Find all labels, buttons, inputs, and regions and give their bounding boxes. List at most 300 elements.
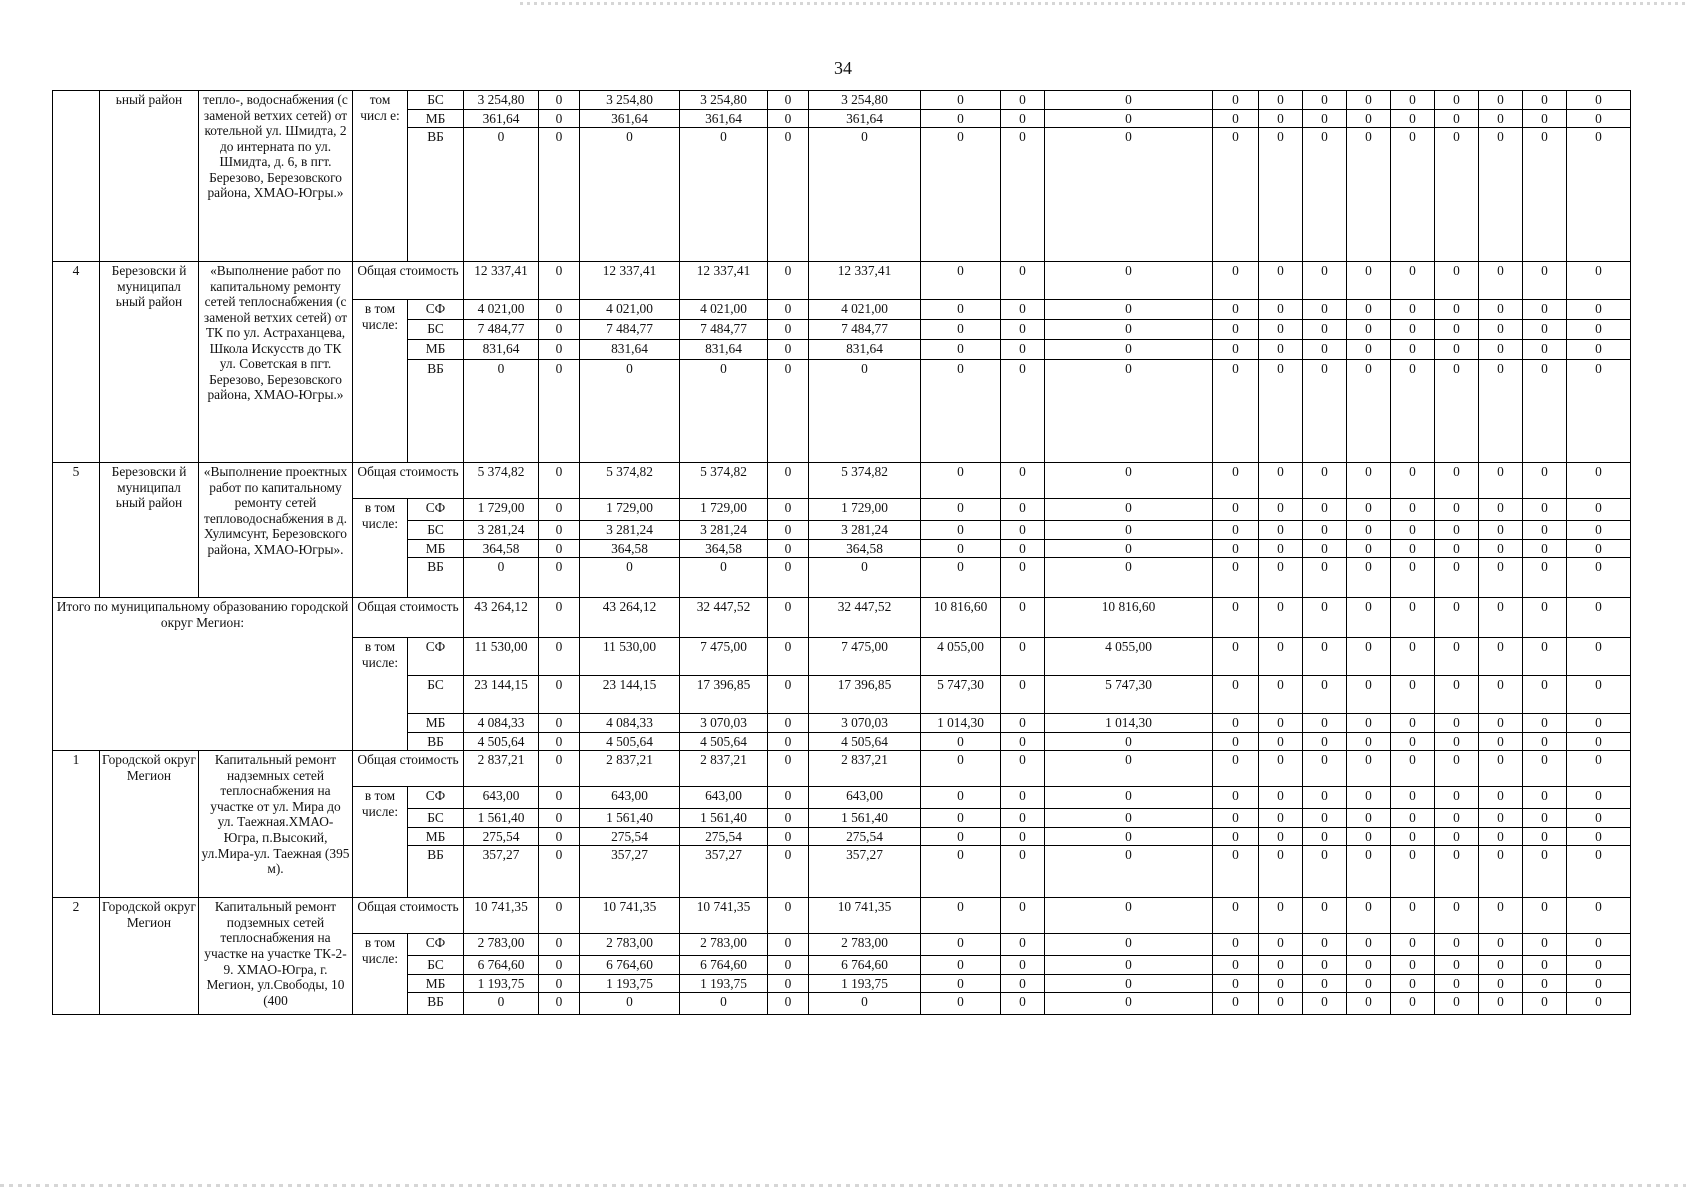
value-cell: 0 (768, 787, 809, 809)
source-label: СФ (408, 499, 464, 521)
value-cell: 0 (1045, 91, 1213, 110)
value-cell: 0 (539, 751, 580, 787)
value-cell: 0 (1259, 956, 1303, 975)
value-cell: 0 (1259, 598, 1303, 638)
value-cell: 0 (1523, 993, 1567, 1015)
value-cell: 1 729,00 (464, 499, 539, 521)
value-cell: 2 783,00 (580, 934, 680, 956)
value-cell: 0 (1303, 463, 1347, 499)
value-cell: 0 (1001, 360, 1045, 463)
value-cell: 0 (1213, 340, 1259, 360)
value-cell: 0 (1479, 638, 1523, 676)
value-cell: 0 (1045, 809, 1213, 828)
value-cell: 0 (1435, 463, 1479, 499)
value-cell: 0 (539, 898, 580, 934)
budget-table-body (53, 91, 1631, 1015)
value-cell: 0 (1303, 827, 1347, 846)
value-cell: 831,64 (809, 340, 921, 360)
value-cell: 0 (1213, 809, 1259, 828)
value-cell: 1 193,75 (464, 974, 539, 993)
value-cell: 0 (1523, 751, 1567, 787)
value-cell: 0 (768, 262, 809, 300)
value-cell: 12 337,41 (464, 262, 539, 300)
value-cell: 1 729,00 (809, 499, 921, 521)
value-cell: 0 (1347, 638, 1391, 676)
value-cell: 831,64 (680, 340, 768, 360)
value-cell: 3 281,24 (464, 521, 539, 540)
value-cell: 0 (1259, 827, 1303, 846)
value-cell: 0 (1347, 91, 1391, 110)
value-cell: 5 374,82 (809, 463, 921, 499)
total-cost-label: Общая стоимость (353, 898, 464, 934)
value-cell: 3 254,80 (464, 91, 539, 110)
total-cost-label: Общая стоимость (353, 262, 464, 300)
total-label: Итого по муниципальному образованию городской округ Мегион: (53, 598, 353, 751)
source-label: БС (408, 956, 464, 975)
source-label: МБ (408, 539, 464, 558)
value-cell: 0 (768, 638, 809, 676)
value-cell: 0 (1347, 499, 1391, 521)
value-cell: 0 (1567, 898, 1631, 934)
value-cell: 0 (1435, 751, 1479, 787)
value-cell: 0 (1213, 714, 1259, 733)
value-cell: 0 (1391, 109, 1435, 128)
value-cell: 0 (1523, 846, 1567, 898)
value-cell: 0 (464, 558, 539, 598)
value-cell: 0 (1303, 956, 1347, 975)
value-cell: 0 (1259, 340, 1303, 360)
value-cell: 0 (1567, 974, 1631, 993)
value-cell: 0 (1479, 974, 1523, 993)
value-cell: 0 (768, 340, 809, 360)
value-cell: 0 (1523, 676, 1567, 714)
table-row (53, 898, 1631, 934)
value-cell: 0 (1001, 109, 1045, 128)
value-cell: 0 (1391, 463, 1435, 499)
value-cell: 0 (1001, 638, 1045, 676)
value-cell: 0 (1391, 974, 1435, 993)
value-cell: 0 (1479, 827, 1523, 846)
value-cell: 0 (1435, 128, 1479, 262)
value-cell: 0 (680, 993, 768, 1015)
value-cell: 0 (1523, 714, 1567, 733)
value-cell: 1 193,75 (680, 974, 768, 993)
value-cell: 0 (1213, 934, 1259, 956)
value-cell: 0 (1523, 300, 1567, 320)
table-row (53, 91, 1631, 110)
value-cell: 0 (1259, 934, 1303, 956)
value-cell: 0 (580, 993, 680, 1015)
value-cell: 0 (539, 558, 580, 598)
value-cell: 0 (1435, 974, 1479, 993)
value-cell: 0 (1001, 262, 1045, 300)
value-cell: 17 396,85 (680, 676, 768, 714)
value-cell: 4 021,00 (809, 300, 921, 320)
value-cell: 0 (809, 128, 921, 262)
value-cell: 0 (1435, 539, 1479, 558)
value-cell: 0 (1435, 109, 1479, 128)
value-cell: 0 (539, 676, 580, 714)
value-cell: 364,58 (809, 539, 921, 558)
value-cell: 0 (1567, 827, 1631, 846)
source-label: БС (408, 320, 464, 340)
value-cell: 0 (1479, 598, 1523, 638)
value-cell: 5 374,82 (464, 463, 539, 499)
value-cell: 5 747,30 (1045, 676, 1213, 714)
value-cell: 0 (539, 463, 580, 499)
value-cell: 0 (1435, 846, 1479, 898)
value-cell: 0 (1259, 109, 1303, 128)
value-cell: 0 (1045, 827, 1213, 846)
value-cell: 0 (1479, 846, 1523, 898)
value-cell: 0 (539, 128, 580, 262)
value-cell: 6 764,60 (464, 956, 539, 975)
source-label: ВБ (408, 360, 464, 463)
value-cell: 0 (1213, 846, 1259, 898)
value-cell: 0 (1479, 751, 1523, 787)
value-cell: 4 505,64 (464, 732, 539, 751)
value-cell: 0 (1435, 638, 1479, 676)
value-cell: 0 (1213, 128, 1259, 262)
description-cell: Капитальный ремонт надземных сетей теплоснабжения на участке от ул. Мира до ул. Таежная.ХМАО-Югра, п.Высокий, ул.Мира-ул. Таежная (395 м). (199, 751, 353, 898)
value-cell: 0 (1045, 898, 1213, 934)
value-cell: 361,64 (680, 109, 768, 128)
value-cell: 0 (464, 128, 539, 262)
value-cell: 4 505,64 (580, 732, 680, 751)
value-cell: 0 (1259, 558, 1303, 598)
value-cell: 0 (1523, 827, 1567, 846)
value-cell: 0 (1347, 539, 1391, 558)
value-cell: 12 337,41 (580, 262, 680, 300)
value-cell: 4 055,00 (1045, 638, 1213, 676)
row-number: 5 (53, 463, 100, 598)
value-cell: 0 (1303, 993, 1347, 1015)
value-cell: 0 (1567, 787, 1631, 809)
value-cell: 0 (921, 993, 1001, 1015)
value-cell: 0 (680, 360, 768, 463)
value-cell: 0 (1347, 300, 1391, 320)
value-cell: 0 (1259, 809, 1303, 828)
value-cell: 0 (1435, 91, 1479, 110)
value-cell: 0 (809, 360, 921, 463)
value-cell: 6 764,60 (809, 956, 921, 975)
value-cell: 0 (1259, 846, 1303, 898)
value-cell: 0 (1001, 499, 1045, 521)
value-cell: 0 (1523, 732, 1567, 751)
value-cell: 0 (768, 934, 809, 956)
value-cell: 0 (1479, 732, 1523, 751)
value-cell: 0 (1479, 300, 1523, 320)
value-cell: 0 (1001, 974, 1045, 993)
value-cell: 43 264,12 (464, 598, 539, 638)
value-cell: 0 (1259, 751, 1303, 787)
value-cell: 0 (580, 558, 680, 598)
value-cell: 643,00 (680, 787, 768, 809)
value-cell: 0 (1347, 751, 1391, 787)
value-cell: 0 (1303, 732, 1347, 751)
value-cell: 0 (1303, 128, 1347, 262)
value-cell: 0 (1347, 809, 1391, 828)
value-cell: 0 (539, 846, 580, 898)
source-label: БС (408, 91, 464, 110)
value-cell: 0 (1435, 898, 1479, 934)
value-cell: 0 (1567, 320, 1631, 340)
value-cell: 0 (1213, 499, 1259, 521)
incl-label: в том числе: (353, 934, 408, 1015)
value-cell: 0 (768, 846, 809, 898)
value-cell: 0 (1435, 956, 1479, 975)
value-cell: 2 837,21 (580, 751, 680, 787)
value-cell: 0 (921, 300, 1001, 320)
source-label: МБ (408, 109, 464, 128)
value-cell: 0 (921, 109, 1001, 128)
value-cell: 361,64 (809, 109, 921, 128)
value-cell: 0 (1303, 974, 1347, 993)
value-cell: 0 (1045, 340, 1213, 360)
value-cell: 0 (921, 340, 1001, 360)
value-cell: 0 (1435, 340, 1479, 360)
value-cell: 0 (1213, 898, 1259, 934)
value-cell: 32 447,52 (809, 598, 921, 638)
value-cell: 10 816,60 (1045, 598, 1213, 638)
value-cell: 0 (1001, 598, 1045, 638)
value-cell: 0 (1479, 128, 1523, 262)
value-cell: 0 (1391, 676, 1435, 714)
value-cell: 0 (1259, 499, 1303, 521)
value-cell: 5 374,82 (580, 463, 680, 499)
value-cell: 7 475,00 (809, 638, 921, 676)
value-cell: 0 (1347, 898, 1391, 934)
source-label: ВБ (408, 128, 464, 262)
source-label: СФ (408, 787, 464, 809)
value-cell: 0 (1391, 732, 1435, 751)
value-cell: 2 783,00 (464, 934, 539, 956)
value-cell: 643,00 (580, 787, 680, 809)
table-row (53, 751, 1631, 787)
owner-cell: Березовски й муниципал ьный район (100, 463, 199, 598)
value-cell: 0 (1259, 539, 1303, 558)
value-cell: 0 (539, 360, 580, 463)
value-cell: 0 (1567, 598, 1631, 638)
value-cell: 0 (539, 993, 580, 1015)
value-cell: 4 084,33 (580, 714, 680, 733)
value-cell: 1 561,40 (809, 809, 921, 828)
value-cell: 0 (1045, 539, 1213, 558)
value-cell: 0 (1435, 676, 1479, 714)
value-cell: 3 070,03 (680, 714, 768, 733)
budget-table (52, 90, 1631, 1015)
incl-label: в том числе: (353, 499, 408, 598)
value-cell: 0 (1213, 638, 1259, 676)
value-cell: 0 (1435, 499, 1479, 521)
value-cell: 0 (1303, 787, 1347, 809)
source-label: БС (408, 809, 464, 828)
value-cell: 10 741,35 (680, 898, 768, 934)
value-cell: 2 837,21 (680, 751, 768, 787)
value-cell: 0 (1567, 521, 1631, 540)
value-cell: 0 (1001, 787, 1045, 809)
value-cell: 0 (1567, 558, 1631, 598)
value-cell: 0 (1045, 262, 1213, 300)
value-cell: 0 (1523, 109, 1567, 128)
value-cell: 0 (1045, 751, 1213, 787)
value-cell: 0 (1045, 558, 1213, 598)
value-cell: 357,27 (464, 846, 539, 898)
value-cell: 0 (1259, 262, 1303, 300)
value-cell: 10 741,35 (464, 898, 539, 934)
value-cell: 0 (1391, 809, 1435, 828)
value-cell: 0 (580, 360, 680, 463)
value-cell: 0 (1045, 732, 1213, 751)
value-cell: 0 (1567, 499, 1631, 521)
value-cell: 2 783,00 (680, 934, 768, 956)
value-cell: 0 (1213, 521, 1259, 540)
row-number (53, 91, 100, 262)
value-cell: 0 (539, 809, 580, 828)
value-cell: 0 (1523, 956, 1567, 975)
value-cell: 4 084,33 (464, 714, 539, 733)
value-cell: 0 (921, 521, 1001, 540)
value-cell: 0 (1213, 91, 1259, 110)
value-cell: 364,58 (680, 539, 768, 558)
value-cell: 0 (768, 827, 809, 846)
value-cell: 0 (768, 956, 809, 975)
value-cell: 0 (1479, 558, 1523, 598)
value-cell: 11 530,00 (464, 638, 539, 676)
value-cell: 0 (1001, 539, 1045, 558)
value-cell: 0 (768, 993, 809, 1015)
value-cell: 0 (768, 91, 809, 110)
value-cell: 0 (921, 360, 1001, 463)
value-cell: 0 (1523, 898, 1567, 934)
value-cell: 0 (1567, 128, 1631, 262)
value-cell: 0 (1347, 974, 1391, 993)
value-cell: 0 (1523, 499, 1567, 521)
source-label: МБ (408, 714, 464, 733)
value-cell: 0 (539, 262, 580, 300)
source-label: СФ (408, 300, 464, 320)
value-cell: 0 (1213, 993, 1259, 1015)
value-cell: 0 (1259, 463, 1303, 499)
value-cell: 0 (539, 974, 580, 993)
value-cell: 0 (1213, 300, 1259, 320)
value-cell: 0 (1567, 539, 1631, 558)
value-cell: 0 (921, 558, 1001, 598)
value-cell: 0 (539, 934, 580, 956)
value-cell: 12 337,41 (809, 262, 921, 300)
total-cost-label: Общая стоимость (353, 463, 464, 499)
total-cost-label: Общая стоимость (353, 598, 464, 638)
value-cell: 32 447,52 (680, 598, 768, 638)
value-cell: 0 (1523, 340, 1567, 360)
value-cell: 0 (1435, 809, 1479, 828)
value-cell: 3 254,80 (580, 91, 680, 110)
value-cell: 0 (1567, 262, 1631, 300)
value-cell: 0 (1213, 956, 1259, 975)
value-cell: 0 (539, 109, 580, 128)
value-cell: 0 (1001, 558, 1045, 598)
value-cell: 0 (539, 91, 580, 110)
value-cell: 0 (921, 128, 1001, 262)
source-label: МБ (408, 340, 464, 360)
value-cell: 3 281,24 (680, 521, 768, 540)
value-cell: 0 (1213, 320, 1259, 340)
value-cell: 0 (680, 558, 768, 598)
value-cell: 0 (1523, 558, 1567, 598)
value-cell: 0 (1479, 809, 1523, 828)
value-cell: 0 (1523, 128, 1567, 262)
value-cell: 0 (1391, 827, 1435, 846)
value-cell: 0 (1213, 360, 1259, 463)
value-cell: 361,64 (580, 109, 680, 128)
value-cell: 275,54 (680, 827, 768, 846)
value-cell: 0 (1435, 993, 1479, 1015)
value-cell: 0 (1347, 993, 1391, 1015)
value-cell: 0 (1391, 934, 1435, 956)
value-cell: 0 (1479, 360, 1523, 463)
value-cell: 0 (1391, 751, 1435, 787)
value-cell: 0 (1045, 846, 1213, 898)
value-cell: 0 (1567, 732, 1631, 751)
table-row (53, 463, 1631, 499)
value-cell: 0 (1045, 993, 1213, 1015)
value-cell: 2 837,21 (464, 751, 539, 787)
value-cell: 6 764,60 (580, 956, 680, 975)
value-cell: 1 193,75 (580, 974, 680, 993)
value-cell: 0 (1567, 993, 1631, 1015)
value-cell: 0 (1391, 558, 1435, 598)
value-cell: 0 (539, 638, 580, 676)
value-cell: 0 (1479, 993, 1523, 1015)
value-cell: 0 (1001, 128, 1045, 262)
value-cell: 0 (539, 300, 580, 320)
value-cell: 0 (1391, 598, 1435, 638)
source-label: СФ (408, 638, 464, 676)
scan-edge-top (520, 2, 1686, 5)
value-cell: 4 505,64 (809, 732, 921, 751)
owner-cell: Городской округ Мегион (100, 751, 199, 898)
value-cell: 0 (1001, 521, 1045, 540)
value-cell: 5 747,30 (921, 676, 1001, 714)
value-cell: 0 (921, 463, 1001, 499)
incl-label: том числ е: (353, 91, 408, 262)
value-cell: 275,54 (464, 827, 539, 846)
value-cell: 831,64 (464, 340, 539, 360)
value-cell: 0 (1259, 521, 1303, 540)
value-cell: 0 (1523, 91, 1567, 110)
value-cell: 0 (1259, 320, 1303, 340)
value-cell: 0 (1045, 974, 1213, 993)
source-label: БС (408, 676, 464, 714)
table-row (53, 598, 1631, 638)
value-cell: 0 (768, 499, 809, 521)
value-cell: 0 (768, 732, 809, 751)
value-cell: 0 (1303, 320, 1347, 340)
value-cell: 0 (1259, 638, 1303, 676)
incl-label: в том числе: (353, 787, 408, 898)
value-cell: 23 144,15 (464, 676, 539, 714)
value-cell: 1 561,40 (580, 809, 680, 828)
value-cell: 1 014,30 (921, 714, 1001, 733)
value-cell: 0 (1523, 638, 1567, 676)
value-cell: 0 (1523, 809, 1567, 828)
value-cell: 0 (1259, 714, 1303, 733)
value-cell: 361,64 (464, 109, 539, 128)
value-cell: 0 (921, 787, 1001, 809)
value-cell: 364,58 (580, 539, 680, 558)
value-cell: 3 254,80 (680, 91, 768, 110)
value-cell: 1 014,30 (1045, 714, 1213, 733)
